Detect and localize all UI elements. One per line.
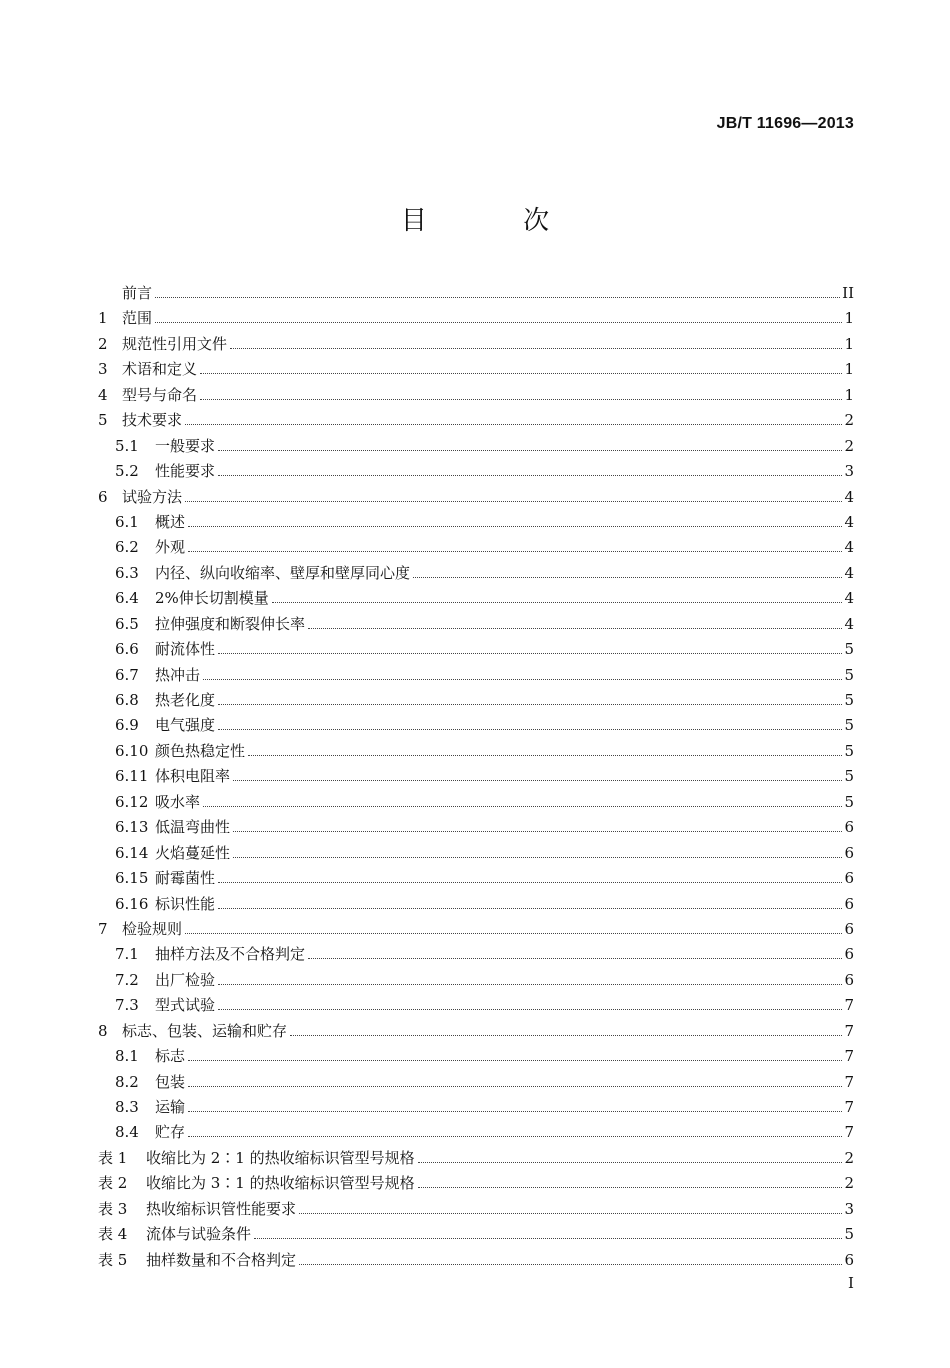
toc-entry-label: 耐霉菌性 [155,869,216,888]
toc-entry-number: 表 1 [98,1148,128,1167]
toc-entry-label: 收缩比为 2∶1 的热收缩标识管型号规格 [146,1148,415,1167]
toc-entry-number: 表 2 [98,1174,128,1193]
toc-entry-label: 电气强度 [155,716,216,735]
page-title: 目 次 [400,206,594,236]
toc-entry-number: 7 [98,919,108,938]
dot-leader [233,780,842,781]
toc-entry[interactable] [98,867,854,892]
toc-entry-number: 7.2 [115,970,139,989]
dot-leader [185,501,842,502]
toc-entry-label: 流体与试验条件 [146,1225,252,1244]
toc-entry-page: 7 [844,996,854,1015]
toc-entry[interactable] [98,638,854,663]
toc-entry-number: 8.3 [115,1098,139,1116]
toc-entry-label: 收缩比为 3∶1 的热收缩标识管型号规格 [146,1174,415,1193]
toc-entry-number: 6.11 [115,767,149,786]
dot-leader [203,679,842,680]
toc-entry-label: 耐流体性 [155,640,216,659]
toc-entry-number: 6.6 [115,640,139,659]
toc-entry-label: 术语和定义 [122,360,198,379]
toc-entry[interactable] [98,307,854,332]
toc-entry-page: 7 [844,1123,854,1142]
toc-entry-number: 6.2 [115,538,139,557]
toc-entry-page: 4 [844,589,854,608]
toc-entry[interactable] [98,1020,854,1045]
toc-entry-number: 6.9 [115,716,139,735]
toc-entry-number: 6.8 [115,691,139,709]
toc-entry[interactable] [98,1147,854,1172]
toc-entry-number: 表 3 [98,1199,128,1218]
toc-entry-number: 8.4 [115,1123,139,1142]
toc-entry-label: 前言 [122,284,153,302]
toc-entry-label: 范围 [122,309,153,328]
toc-entry-label: 2%伸长切割模量 [155,589,269,608]
toc-entry-number: 8 [98,1021,108,1040]
toc-entry[interactable] [98,460,854,485]
page-number: I [848,1274,854,1292]
toc-entry[interactable] [98,765,854,790]
dot-leader [233,857,842,858]
dot-leader [218,729,842,730]
dot-leader [413,577,842,578]
toc-entry[interactable] [98,816,854,841]
toc-entry[interactable] [98,969,854,994]
document-code: JB/T 11696—2013 [716,115,854,132]
toc-entry-number: 6.5 [115,614,139,633]
dot-leader [308,958,842,959]
toc-entry[interactable] [98,791,854,816]
toc-entry[interactable] [98,1198,854,1223]
toc-entry-number: 7.1 [115,945,139,964]
dot-leader [203,806,842,807]
toc-entry[interactable] [98,1121,854,1146]
toc-entry-label: 型号与命名 [122,385,198,404]
dot-leader [218,653,842,654]
toc-entry-number: 3 [98,360,108,379]
toc-entry[interactable] [98,358,854,383]
toc-entry-label: 概述 [155,512,186,531]
toc-entry[interactable] [98,613,854,638]
toc-entry[interactable] [98,536,854,561]
toc-entry-label: 标志、包装、运输和贮存 [122,1021,288,1040]
toc-entry-page: 2 [844,411,854,430]
toc-entry[interactable] [98,1223,854,1248]
toc-entry-page: 1 [844,360,854,379]
toc-entry-page: 6 [844,818,854,837]
toc-entry-number: 6.14 [115,843,149,862]
toc-entry-page: 2 [844,436,854,455]
toc-entry-page: 7 [844,1072,854,1091]
dot-leader [418,1187,843,1188]
dot-leader [218,882,842,883]
toc-entry-label: 出厂检验 [155,970,216,989]
dot-leader [188,551,842,552]
dot-leader [188,526,842,527]
dot-leader [218,450,842,451]
dot-leader [254,1238,842,1239]
toc-entry-page: 7 [844,1021,854,1040]
toc-entry-number: 6.1 [115,512,139,531]
toc-entry[interactable] [98,562,854,587]
dot-leader [185,933,842,934]
toc-entry-label: 拉伸强度和断裂伸长率 [155,614,306,633]
toc-entry-page: 4 [844,614,854,633]
toc-entry-page: 3 [844,1199,854,1218]
toc-entry-label: 型式试验 [155,996,216,1015]
table-of-contents [98,282,854,1274]
toc-entry-page: 4 [844,563,854,582]
toc-entry-label: 运输 [155,1098,186,1116]
toc-entry-label: 规范性引用文件 [122,334,228,353]
dot-leader [218,475,842,476]
dot-leader [299,1264,842,1265]
dot-leader [200,399,842,400]
toc-entry-label: 包装 [155,1072,186,1091]
toc-entry[interactable] [98,511,854,536]
toc-entry-number: 表 4 [98,1225,128,1244]
toc-entry-number: 5.2 [115,462,139,481]
toc-entry[interactable] [98,689,854,714]
toc-entry-number: 8.1 [115,1047,139,1066]
toc-entry-label: 标识性能 [155,894,216,913]
toc-entry-number: 6.3 [115,563,139,582]
toc-entry-page: 5 [844,741,854,760]
toc-entry-page: 6 [844,919,854,938]
toc-entry[interactable] [98,714,854,739]
toc-entry-number: 6.7 [115,665,139,684]
toc-entry-label: 抽样数量和不合格判定 [146,1250,297,1269]
toc-entry-number: 6.10 [115,741,149,760]
toc-entry[interactable] [98,435,854,460]
toc-entry-label: 吸水率 [155,792,201,811]
toc-entry-page: 5 [844,691,854,709]
toc-entry-page: 5 [844,792,854,811]
toc-entry-number: 4 [98,385,108,404]
toc-entry[interactable] [98,1249,854,1274]
toc-entry-label: 技术要求 [122,411,183,430]
toc-entry-page: 1 [844,385,854,404]
toc-entry-page: 5 [844,640,854,659]
toc-entry-label: 性能要求 [155,462,216,481]
toc-entry[interactable] [98,740,854,765]
toc-entry[interactable] [98,664,854,689]
toc-entry-label: 试验方法 [122,487,183,506]
toc-entry-page: 2 [844,1148,854,1167]
toc-entry-label: 检验规则 [122,919,183,938]
toc-entry-label: 贮存 [155,1123,186,1142]
toc-entry-page: 4 [844,512,854,531]
toc-entry-page: II [842,284,854,302]
toc-entry-number: 6.16 [115,894,149,913]
dot-leader [248,755,842,756]
dot-leader [233,831,842,832]
toc-entry[interactable] [98,409,854,434]
toc-entry-label: 热收缩标识管性能要求 [146,1199,297,1218]
dot-leader [290,1035,842,1036]
toc-entry-label: 低温弯曲性 [155,818,231,837]
toc-entry-page: 1 [844,334,854,353]
toc-entry-page: 4 [844,538,854,557]
toc-entry[interactable] [98,486,854,511]
toc-entry-page: 5 [844,1225,854,1244]
toc-entry-label: 热冲击 [155,665,201,684]
dot-leader [155,322,842,323]
toc-entry-page: 1 [844,309,854,328]
toc-entry-page: 4 [844,487,854,506]
dot-leader [218,1009,842,1010]
toc-entry-page: 5 [844,665,854,684]
toc-entry-number: 6.13 [115,818,149,837]
toc-entry-page: 6 [844,1250,854,1269]
dot-leader [299,1213,842,1214]
dot-leader [200,373,842,374]
toc-entry-page: 2 [844,1174,854,1193]
toc-entry-number: 8.2 [115,1072,139,1091]
toc-entry-label: 内径、纵向收缩率、壁厚和壁厚同心度 [155,563,411,582]
dot-leader [218,908,842,909]
toc-entry-number: 6.4 [115,589,139,608]
toc-entry-page: 7 [844,1098,854,1116]
toc-entry[interactable] [98,842,854,867]
toc-entry-label: 火焰蔓延性 [155,843,231,862]
toc-entry-number: 6.12 [115,792,149,811]
toc-entry-number: 2 [98,334,108,353]
toc-entry-label: 标志 [155,1047,186,1066]
toc-entry-page: 6 [844,945,854,964]
dot-leader [185,424,842,425]
toc-entry[interactable] [98,893,854,918]
toc-entry-page: 5 [844,716,854,735]
toc-entry-page: 6 [844,970,854,989]
dot-leader [188,1086,842,1087]
toc-entry-label: 一般要求 [155,436,216,455]
toc-entry-page: 6 [844,843,854,862]
dot-leader [230,348,842,349]
toc-entry[interactable] [98,994,854,1019]
dot-leader [188,1060,842,1061]
dot-leader [272,602,843,603]
dot-leader [218,704,842,705]
toc-entry-label: 颜色热稳定性 [155,741,246,760]
dot-leader [155,297,840,298]
toc-entry[interactable] [98,282,854,307]
dot-leader [188,1136,842,1137]
toc-entry-number: 表 5 [98,1250,128,1269]
toc-entry-number: 1 [98,309,108,328]
toc-entry[interactable] [98,943,854,968]
dot-leader [188,1111,842,1112]
toc-entry-number: 7.3 [115,996,139,1015]
toc-entry-number: 6 [98,487,108,506]
toc-entry-label: 体积电阻率 [155,767,231,786]
toc-entry-label: 抽样方法及不合格判定 [155,945,306,964]
toc-entry-number: 5 [98,411,108,430]
toc-entry[interactable] [98,587,854,612]
toc-entry[interactable] [98,1045,854,1070]
toc-entry[interactable] [98,333,854,358]
toc-entry-page: 7 [844,1047,854,1066]
toc-entry[interactable] [98,1071,854,1096]
toc-entry[interactable] [98,1096,854,1121]
dot-leader [218,984,842,985]
toc-entry-page: 6 [844,894,854,913]
dot-leader [308,628,842,629]
toc-entry-page: 6 [844,869,854,888]
toc-entry-page: 3 [844,462,854,481]
toc-entry[interactable] [98,1172,854,1197]
toc-entry-number: 5.1 [115,436,139,455]
toc-entry-label: 热老化度 [155,691,216,709]
toc-entry-label: 外观 [155,538,186,557]
toc-entry-page: 5 [844,767,854,786]
toc-entry-number: 6.15 [115,869,149,888]
toc-entry[interactable] [98,918,854,943]
toc-entry[interactable] [98,384,854,409]
dot-leader [418,1162,843,1163]
